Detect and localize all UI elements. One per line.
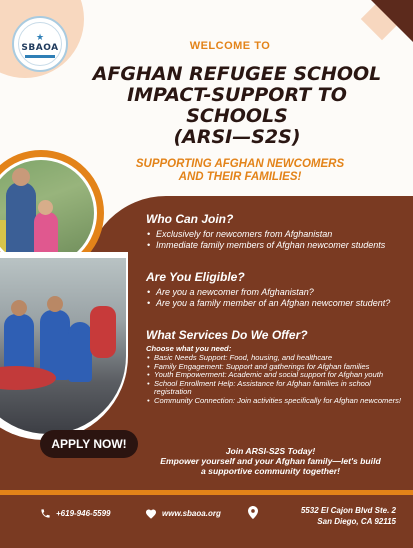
address-line: 5532 El Cajon Blvd Ste. 2 [300, 506, 396, 515]
logo-ring [18, 22, 62, 66]
sbaoa-logo [12, 16, 68, 72]
title-line: SCHOOLS [186, 105, 288, 127]
services-heading: What Services Do We Offer? [146, 328, 308, 342]
eligible-list [146, 287, 406, 308]
decorative-corner [371, 0, 413, 42]
footer-address [278, 505, 396, 527]
who-section [146, 212, 406, 250]
eligible-heading: Are You Eligible? [146, 270, 245, 284]
list-item: • School Enrollment Help: Assistance for Afghan families in school registration [146, 380, 406, 397]
footer-phone[interactable] [40, 508, 111, 519]
services-section [146, 328, 406, 406]
subtitle-line: SUPPORTING AFGHAN NEWCOMERS [135, 158, 345, 170]
services-list [146, 354, 406, 406]
website-link: www.sbaoa.org [162, 509, 221, 518]
list-item: • Immediate family members of Afghan newcomer students [146, 240, 406, 251]
phone-icon [40, 508, 51, 519]
list-item: • Exclusively for newcomers from Afghanistan [146, 229, 406, 240]
photo-figure [4, 314, 34, 374]
location-pin-icon [248, 506, 258, 519]
list-item: • Youth Empowerment: Academic and social support for Afghan youth [146, 371, 406, 380]
footer-website[interactable] [145, 508, 221, 519]
who-heading: Who Can Join? [146, 212, 234, 226]
photo-figure-head [38, 200, 53, 215]
who-list [146, 229, 406, 250]
list-item: • Are you a family member of an Afghan newcomer student? [146, 298, 406, 309]
call-to-action [128, 446, 413, 476]
cta-line: Join ARSI-S2S Today! [225, 446, 316, 456]
photo-figure [6, 182, 36, 262]
list-item: • Family Engagement: Support and gatherings for Afghan families [146, 363, 406, 372]
photo-figure [68, 322, 92, 382]
phone-number: +619-946-5599 [56, 509, 111, 518]
photo-figure-head [47, 296, 63, 312]
photo-figure [90, 306, 116, 358]
list-item: • Community Connection: Join activities specifically for Afghan newcomers! [146, 397, 406, 406]
star-icon: ★ [35, 31, 45, 42]
welcome-label: WELCOME TO [189, 40, 271, 52]
photo-figure-head [11, 300, 27, 316]
title-line: (ARSI—S2S) [173, 126, 301, 148]
apply-now-button[interactable]: APPLY NOW! [40, 430, 138, 458]
cta-line: a supportive community together! [201, 466, 340, 476]
title-line: AFGHAN REFUGEE SCHOOL [92, 63, 382, 85]
logo-text: SBAOA [21, 42, 59, 53]
cta-line: Empower yourself and your Afghan family—let's build [160, 456, 381, 466]
footer-location-pin [248, 506, 263, 519]
list-item: • Are you a newcomer from Afghanistan? [146, 287, 406, 298]
photo-figure-head [12, 168, 30, 186]
address-line: San Diego, CA 92115 [317, 517, 396, 526]
heart-icon [145, 508, 157, 519]
page-title [78, 64, 396, 148]
title-line: IMPACT-SUPPORT TO [127, 84, 347, 106]
services-intro: Choose what you need: [146, 344, 232, 353]
subtitle-line: AND THEIR FAMILIES! [178, 171, 302, 183]
list-item: • Basic Needs Support: Food, housing, and healthcare [146, 354, 406, 363]
eligible-section [146, 270, 406, 308]
subtitle [120, 158, 360, 184]
